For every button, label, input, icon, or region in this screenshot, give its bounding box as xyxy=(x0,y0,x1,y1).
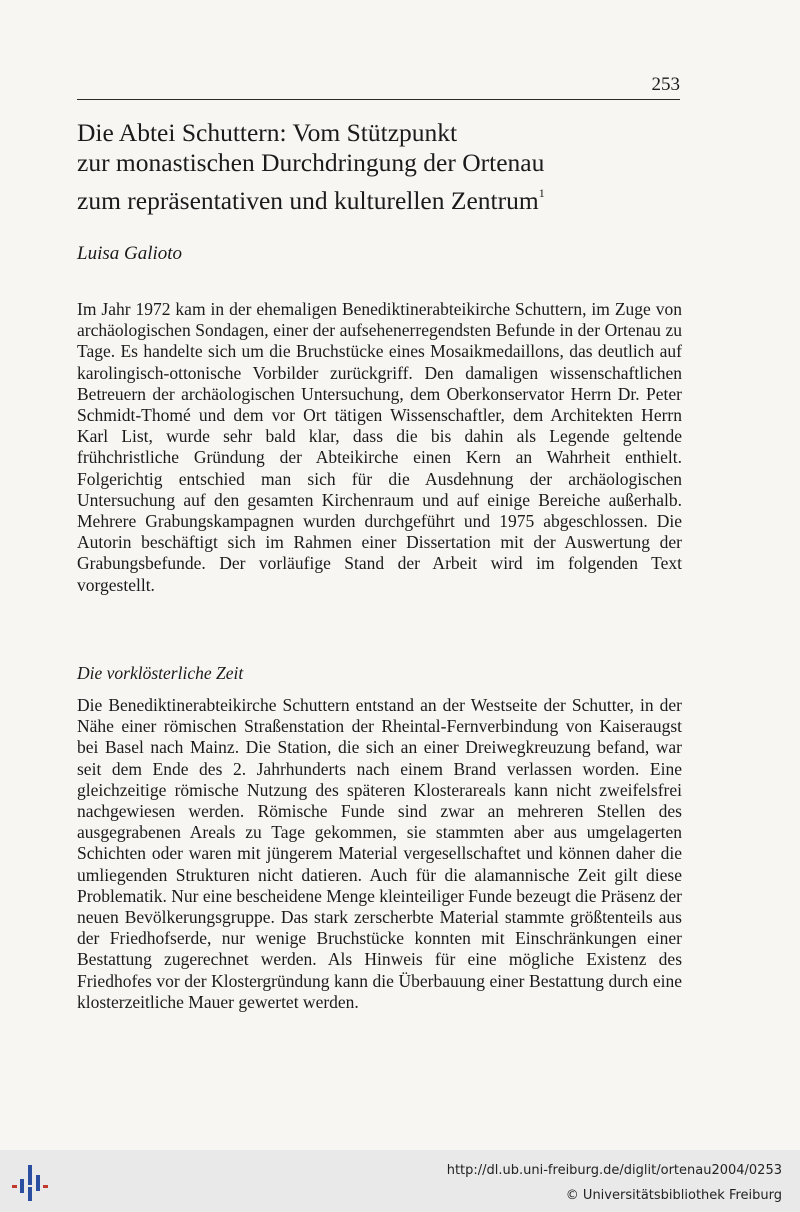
title-line-3 xyxy=(77,178,697,216)
title-line-2: zur monastischen Durchdringung der Ortenau xyxy=(77,148,545,177)
author-name: Luisa Galioto xyxy=(77,243,183,264)
title-line-1: Die Abtei Schuttern: Vom Stützpunkt xyxy=(77,118,458,147)
logo-dash-1 xyxy=(12,1185,17,1188)
logo-bar-1 xyxy=(28,1165,32,1185)
logo-bar-4 xyxy=(36,1175,40,1191)
section-paragraph: Die Benediktinerabteikirche Schuttern entstand an der Westseite der Schutter, in der Nähe einer römischen Straßenstation der Rheintal-Fernverbindung von Kaiseraugst bei Basel nach Mainz. Die Station, die sich an einer Dreiwegkreuzung befand, war seit dem Ende des 2. Jahrhunderts nach einem Brand verlassen worden. Eine gleichzeitige römische Nutzung des späteren Klosterareals kann nicht zweifelsfrei nachgewiesen werden. Römische Funde sind zwar an mehreren Stellen des ausgegrabenen Areals zu Tage gekommen, sie stammten aber aus umgelagerten Schichten oder waren mit jüngerem Material vergesellschaftet und können daher die umliegenden Strukturen nicht datieren. Auch für die alamannische Zeit gilt diese Problematik. Nur eine bescheidene Menge kleinteiliger Funde bezeugt die Präsenz der neuen Bevölkerungsgruppe. Das stark zerscherbte Material stammte größtenteils aus der Friedhofserde, nur wenige Bruchstücke konnten mit Einschränkungen einer Bestattung zugerechnet werden. Als Hinweis für eine mögliche Existenz des Friedhofes vor der Klostergründung kann die Überbauung einer Bestattung durch eine klosterzeitliche Mauer gewertet werden. xyxy=(77,695,682,1012)
footer-copyright: © Universitätsbibliothek Freiburg xyxy=(565,1188,782,1203)
header-rule xyxy=(77,99,680,100)
article-title xyxy=(77,118,697,216)
logo-bar-3 xyxy=(20,1179,24,1193)
logo-dash-2 xyxy=(43,1185,48,1188)
ub-freiburg-logo-icon[interactable] xyxy=(10,1163,50,1203)
intro-paragraph: Im Jahr 1972 kam in der ehemaligen Benediktinerabteikirche Schuttern, im Zuge von archäologischen Sondagen, einer der aufsehenerregendsten Befunde in der Ortenau zu Tage. Es handelte sich um die Bruchstücke eines Mosaikmedaillons, das deutlich auf karolingisch-ottonische Vorbilder zurückgriff. Den damaligen wissenschaftlichen Betreuern der archäologischen Untersuchung, dem Oberkonservator Herrn Dr. Peter Schmidt-Thomé und dem vor Ort tätigen Wissenschaftler, dem Architekten Herrn Karl List, wurde sehr bald klar, dass die bis dahin als Legende geltende frühchristliche Gründung der Abteikirche einen Kern an Wahrheit enthielt. Folgerichtig entschied man sich für die Ausdehnung der archäologischen Untersuchung auf den gesamten Kirchenraum und auf einige Bereiche außerhalb. Mehrere Grabungskampagnen wurden durchgeführt und 1975 abgeschlossen. Die Autorin beschäftigt sich im Rahmen einer Dissertation mit der Auswertung der Grabungsbefunde. Der vorläufige Stand der Arbeit wird im folgenden Text vorgestellt. xyxy=(77,299,682,595)
logo-bar-2 xyxy=(28,1187,32,1201)
title-line-3-text: zum repräsentativen und kulturellen Zentrum xyxy=(77,186,539,215)
footer-url-link[interactable]: http://dl.ub.uni-freiburg.de/diglit/ortenau2004/0253 xyxy=(446,1163,782,1178)
section-heading: Die vorklösterliche Zeit xyxy=(77,663,244,683)
page-number: 253 xyxy=(651,74,680,95)
title-footnote-marker[interactable]: 1 xyxy=(538,186,545,200)
